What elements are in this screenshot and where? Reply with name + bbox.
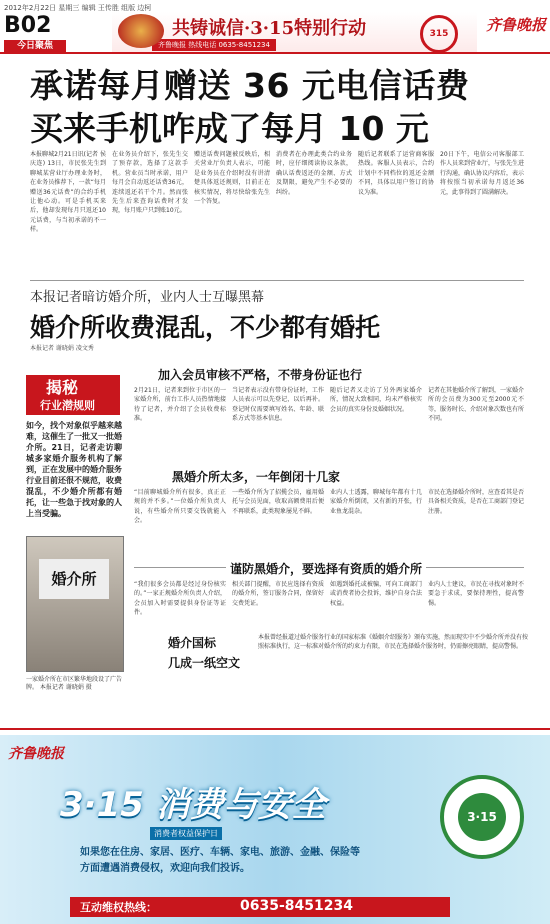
story1-column: 在业务员介绍下，张先生交了预存款，选择了这款手机。营业员当时承诺，用户每月会自动返还话费36元，连续返还若干个月。然而张先生后来查询话费时才发现，每月账户只到账10元。	[112, 151, 188, 215]
consumer-rights-emblem-large	[440, 775, 524, 859]
story2-byline: 本报记者 谢晓娟 凌文秀	[30, 345, 94, 352]
section-label: 今日聚焦	[4, 40, 66, 52]
ad-newspaper-logo: 齐鲁晚报	[8, 746, 64, 762]
photo-caption: 一家婚介所在市区繁华地段设了广告牌。 本报记者 谢晓娟 摄	[26, 676, 123, 691]
fist-icon	[118, 14, 164, 48]
story2-column: 随后记者又走访了另外两家婚介所，情况大致相同，均未严格核实会员的真实身份及婚姻状况。	[330, 387, 422, 413]
story2-column: 业内人士建议，市民在寻找对象时不要急于求成，要保持理性，提高警惕。	[428, 581, 524, 607]
ad-hotline-label: 互动维权热线：	[80, 901, 157, 914]
sidebar-headline	[168, 633, 248, 679]
emblem-label: 3·15	[458, 793, 506, 841]
story2-column: 一些婚介所为了招揽会员，雇用婚托与会员见面，收取高额费用后便不再联系，此类现象屡见不鲜。	[232, 489, 324, 515]
story1-column: 赠送话费问题被反映后，相关营业厅负责人表示，可能是业务员在介绍时没有讲清楚具体返还规则，目前正在核实情况，将尽快给张先生一个答复。	[194, 151, 270, 206]
ad-divider	[0, 728, 550, 730]
sidebar-headline-line1: 婚介国标	[168, 636, 217, 650]
page-number-box	[4, 14, 66, 50]
story2-headline: 婚介所收费混乱，不少都有婚托	[30, 313, 381, 342]
story2-column: “目前聊城婚介所有很多，真正正规的并不多。”一位婚介所负责人说，有些婚介所只要交钱就能入会。	[134, 489, 226, 525]
consumer-day-advertisement	[0, 735, 550, 924]
banner-slogan: 共铸诚信·3·15特别行动	[172, 18, 367, 39]
story-divider	[30, 280, 524, 281]
sidebar-headline-line2: 几成一纸空文	[168, 656, 241, 670]
newspaper-logo: 齐鲁晚报	[486, 16, 547, 34]
ad-hotline-bar	[70, 897, 450, 917]
story2-subhead-2: 黑婚介所太多，一年倒闭十几家	[172, 470, 341, 484]
sidebar-text: 本报曾经报道过婚介服务行业的国家标准《婚姻介绍服务》颁布实施，然而现实中不少婚介所并没有按照标准执行，这一标准对婚介所的约束力有限，市民在选择婚介服务时，仍需擦亮眼睛，提高警惕。	[258, 634, 529, 650]
consumer-rights-emblem: 315	[420, 15, 458, 53]
ad-subtitle: 消费者权益保护日	[150, 827, 222, 840]
story2-kicker: 本报记者暗访婚介所，业内人士互曝黑幕	[30, 290, 265, 305]
matchmaking-agency-photo	[26, 536, 124, 672]
story1-column: 20日下午，电信公司客服部工作人员来到营业厅，与张先生进行沟通，确认协议内容后，表示将按照当初承诺每月返还36元，此事得到了圆满解决。	[440, 151, 524, 196]
ad-text-line1: 如果您在住房、家居、医疗、车辆、家电、旅游、金融、保险等	[80, 847, 360, 858]
reveal-tag	[26, 375, 120, 415]
story2-subhead-1: 加入会员审核不严格，不带身份证也行	[158, 368, 363, 382]
story1-column: 消费者在办理此类合约业务时，应仔细阅读协议条款，确认话费返还的金额、方式及期限，避免产生不必要的纠纷。	[276, 151, 352, 196]
dateline: 2012年2月22日 星期三 编辑 王传胜 组版 边柯	[4, 4, 152, 12]
story2-column: 2月21日，记者来到位于市区的一家婚介所，前台工作人员热情地接待了记者，并介绍了会员收费标准。	[134, 387, 226, 423]
story2-column: 市民在选择婚介所时，应查看其是否具备相关资质，是否在工商部门登记注册。	[428, 489, 524, 515]
story2-column: 业内人士透露，聊城每年都有十几家婚介所倒闭，又有新的开张，行业鱼龙混杂。	[330, 489, 422, 515]
ad-title: 3·15 消费与安全	[60, 785, 326, 825]
story2-subhead-3: 谨防黑婚介，要选择有资质的婚介所	[226, 560, 426, 577]
story2-column: 相关部门提醒，市民应选择有资质的婚介所，签订服务合同，保留好交费凭证。	[232, 581, 324, 607]
banner-hotline: 齐鲁晚报 热线电话 0635-8451234	[152, 39, 276, 51]
reveal-tag-title: 揭秘	[46, 378, 79, 397]
story1-headline-line1: 承诺每月赠送 36 元电信话费	[30, 66, 470, 105]
story2-column: “我们很多会员都是经过身份核实的。”一家正规婚介所负责人介绍，会员加入时需要提供身份证等证件。	[134, 581, 226, 617]
story2-lead: 如今，找个对象似乎越来越难，这催生了一批又一批婚介所。21日，记者走访聊城多家婚介服务机构了解到，正在发展中的婚介服务行业目前还很不规范，收费混乱，不少婚介所都有婚托，让一些急于找对象的人上当受骗。	[26, 421, 122, 518]
ad-hotline-number: 0635-8451234	[240, 898, 353, 914]
masthead-divider	[0, 52, 550, 54]
reveal-tag-subtitle: 行业潜规则	[40, 399, 95, 412]
story2-column: 当记者表示没有带身份证时，工作人员表示可以先登记，以后再补。登记时仅需要填写姓名、年龄、联系方式等基本信息。	[232, 387, 324, 423]
photo-signboard: 婚介所	[39, 559, 109, 599]
story2-column: 如遇到婚托或被骗，可向工商部门或消费者协会投诉，维护自身合法权益。	[330, 581, 422, 607]
ad-text-line2: 方面遭遇消费侵权，欢迎向我们投诉。	[80, 863, 250, 874]
story2-column: 记者在其他婚介所了解到，一家婚介所的会员费为300元至2000元不等，服务时长、介绍对象次数也有所不同。	[428, 387, 524, 423]
story1-column: 随后记者联系了运营商客服热线。客服人员表示，合约计划中不同档位的返还金额不同，具体以用户签订的协议为准。	[358, 151, 434, 196]
page-number: B02	[4, 13, 52, 38]
story1-headline-line2: 买来手机咋成了每月 10 元	[30, 109, 429, 148]
story1-column: 本报聊城2月21日讯(记者 侯庆连) 13日，市民张先生到聊城某营业厅办理业务时，在业务员推荐下，一款“每月赠送36元话费”的合约手机让他心动。可是手机买来后，他却发现每月只返还10元话费，与当初承诺的不一样。	[30, 151, 106, 234]
